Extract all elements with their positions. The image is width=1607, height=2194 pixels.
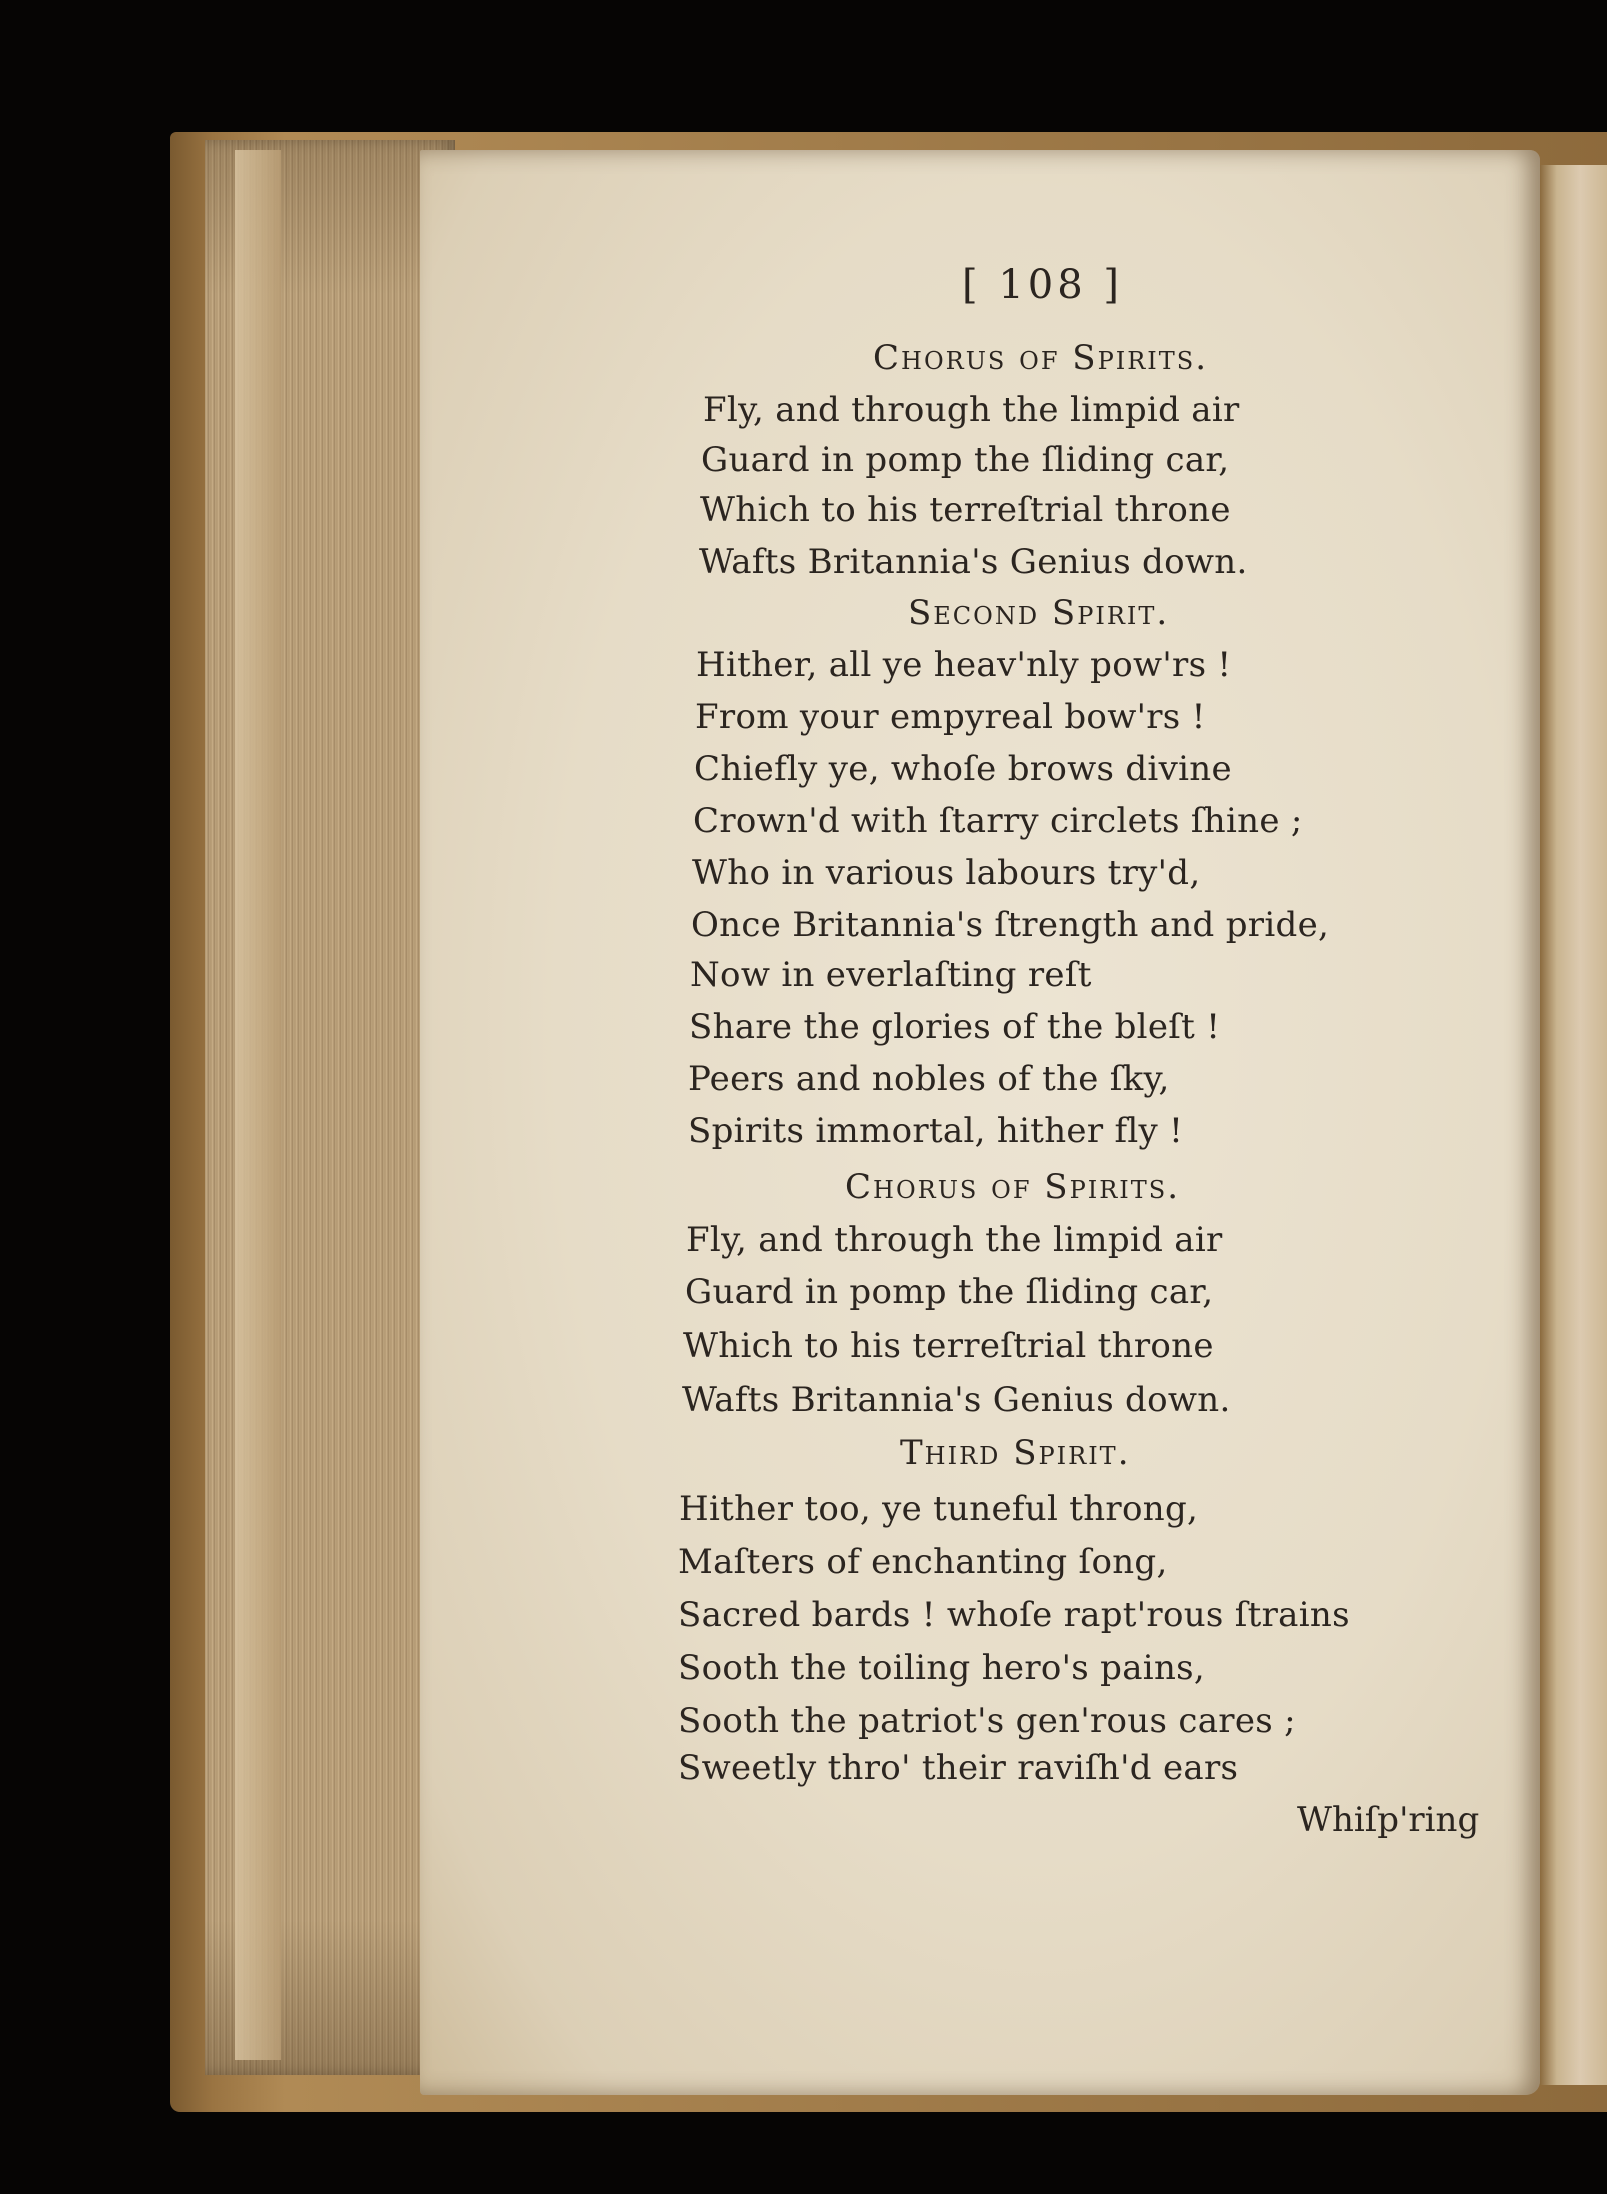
verse-line: Which to his terreſtrial throne [683, 1326, 1214, 1366]
verse-line: Once Britannia's ſtrength and pride, [691, 905, 1330, 945]
verse-line: Sacred bards ! whoſe rapt'rous ſtrains [678, 1595, 1350, 1635]
page-number: [ 108 ] [962, 262, 1123, 308]
verse-line: Hither, all ye heav'nly pow'rs ! [696, 645, 1232, 685]
verse-line: Fly, and through the limpid air [703, 390, 1240, 430]
verse-line: Guard in pomp the ſliding car, [685, 1272, 1214, 1312]
verse-line: Fly, and through the limpid air [686, 1220, 1223, 1260]
verse-line: Share the glories of the bleſt ! [689, 1007, 1221, 1047]
section-heading: Third Spirit. [900, 1433, 1131, 1473]
verse-line: Crown'd with ſtarry circlets ſhine ; [693, 801, 1303, 841]
verse-line: Sooth the toiling hero's pains, [678, 1648, 1206, 1688]
section-heading: Chorus of Spirits. [845, 1167, 1181, 1207]
verse-line: Chiefly ye, whoſe brows divine [694, 749, 1232, 789]
verse-line: From your empyreal bow'rs ! [695, 697, 1206, 737]
verse-line: Now in everlaſting reſt [690, 955, 1092, 995]
verse-line: Who in various labours try'd, [692, 853, 1201, 893]
catchword: Whiſp'ring [1297, 1800, 1480, 1840]
verse-line: Sweetly thro' their raviſh'd ears [678, 1748, 1239, 1788]
verse-line: Wafts Britannia's Genius down. [699, 542, 1248, 582]
verse-line: Sooth the patriot's gen'rous cares ; [678, 1701, 1296, 1741]
section-heading: Chorus of Spirits. [873, 338, 1209, 378]
verse-line: Guard in pomp the ſliding car, [701, 440, 1230, 480]
verse-line: Spirits immortal, hither fly ! [688, 1111, 1184, 1151]
section-heading: Second Spirit. [908, 593, 1170, 633]
verse-line: Which to his terreſtrial throne [700, 490, 1231, 530]
verse-line: Wafts Britannia's Genius down. [682, 1380, 1231, 1420]
verse-line: Peers and nobles of the ſky, [688, 1059, 1170, 1099]
verse-line: Hither too, ye tuneful throng, [679, 1489, 1199, 1529]
verse-line: Maſters of enchanting ſong, [678, 1542, 1168, 1582]
